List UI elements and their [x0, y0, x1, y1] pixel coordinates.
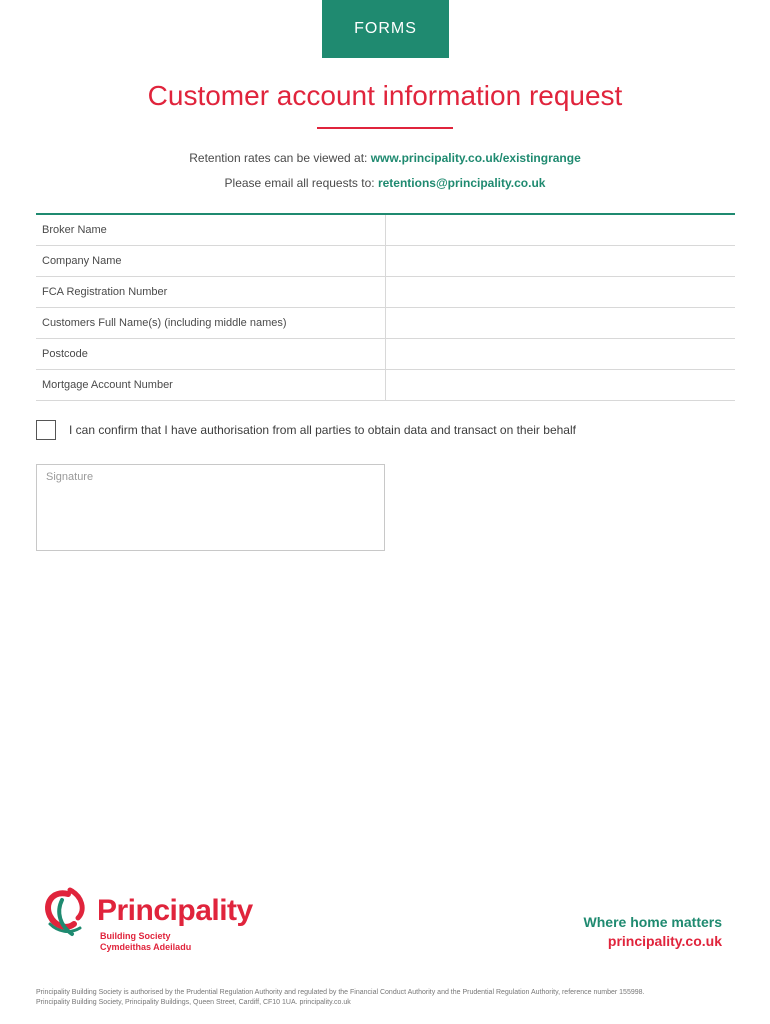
company-name-field[interactable] — [386, 246, 735, 276]
website-link[interactable]: principality.co.uk — [607, 933, 722, 949]
forms-tab: FORMS — [322, 0, 449, 58]
title-divider — [317, 127, 453, 129]
postcode-label: Postcode — [36, 339, 386, 369]
logo-subtitle-cy: Cymdeithas Adeiladu — [100, 942, 192, 952]
form-row-mortgage-account — [36, 370, 735, 401]
logo-wordmark: Principality — [97, 894, 253, 927]
principality-logo — [42, 886, 282, 956]
legal-line-2: Principality Building Society, Principality Buildings, Queen Street, Cardiff, CF10 1UA. principality.co.uk — [36, 999, 351, 1006]
tagline-block — [584, 914, 722, 949]
authorisation-label: I can confirm that I have authorisation from all parties to obtain data and transact on their behalf — [69, 423, 576, 437]
authorisation-confirm — [36, 420, 576, 440]
form-row-customer-names — [36, 308, 735, 339]
legal-line-1: Principality Building Society is authorised by the Prudential Regulation Authority and regulated by the Financial Conduct Authority and the Prudential Regulation Authority, reference number 155998. — [36, 989, 645, 996]
email-info — [0, 176, 770, 190]
legal-footer — [36, 988, 736, 1008]
customer-names-label: Customers Full Name(s) (including middle names) — [36, 308, 386, 338]
principality-logo-icon — [42, 886, 94, 938]
fca-number-label: FCA Registration Number — [36, 277, 386, 307]
signature-box[interactable] — [36, 464, 385, 551]
retention-info — [0, 151, 770, 165]
mortgage-account-label: Mortgage Account Number — [36, 370, 386, 400]
email-link[interactable]: retentions@principality.co.uk — [377, 176, 546, 190]
form-row-fca-number — [36, 277, 735, 308]
email-info-label: Please email all requests to: — [224, 176, 378, 190]
request-form-table — [36, 213, 735, 401]
authorisation-checkbox[interactable] — [36, 420, 56, 440]
company-name-label: Company Name — [36, 246, 386, 276]
fca-number-field[interactable] — [386, 277, 735, 307]
broker-name-label: Broker Name — [36, 215, 386, 245]
retention-link[interactable]: www.principality.co.uk/existingrange — [370, 151, 581, 165]
page-title: Customer account information request — [147, 80, 623, 111]
postcode-field[interactable] — [386, 339, 735, 369]
retention-info-label: Retention rates can be viewed at: — [189, 151, 371, 165]
form-row-broker-name — [36, 215, 735, 246]
form-row-postcode — [36, 339, 735, 370]
form-row-company-name — [36, 246, 735, 277]
logo-subtitle-en: Building Society — [100, 931, 171, 941]
broker-name-field[interactable] — [386, 215, 735, 245]
mortgage-account-field[interactable] — [386, 370, 735, 400]
tagline: Where home matters — [583, 914, 722, 930]
customer-names-field[interactable] — [386, 308, 735, 338]
signature-label: Signature — [46, 471, 94, 483]
